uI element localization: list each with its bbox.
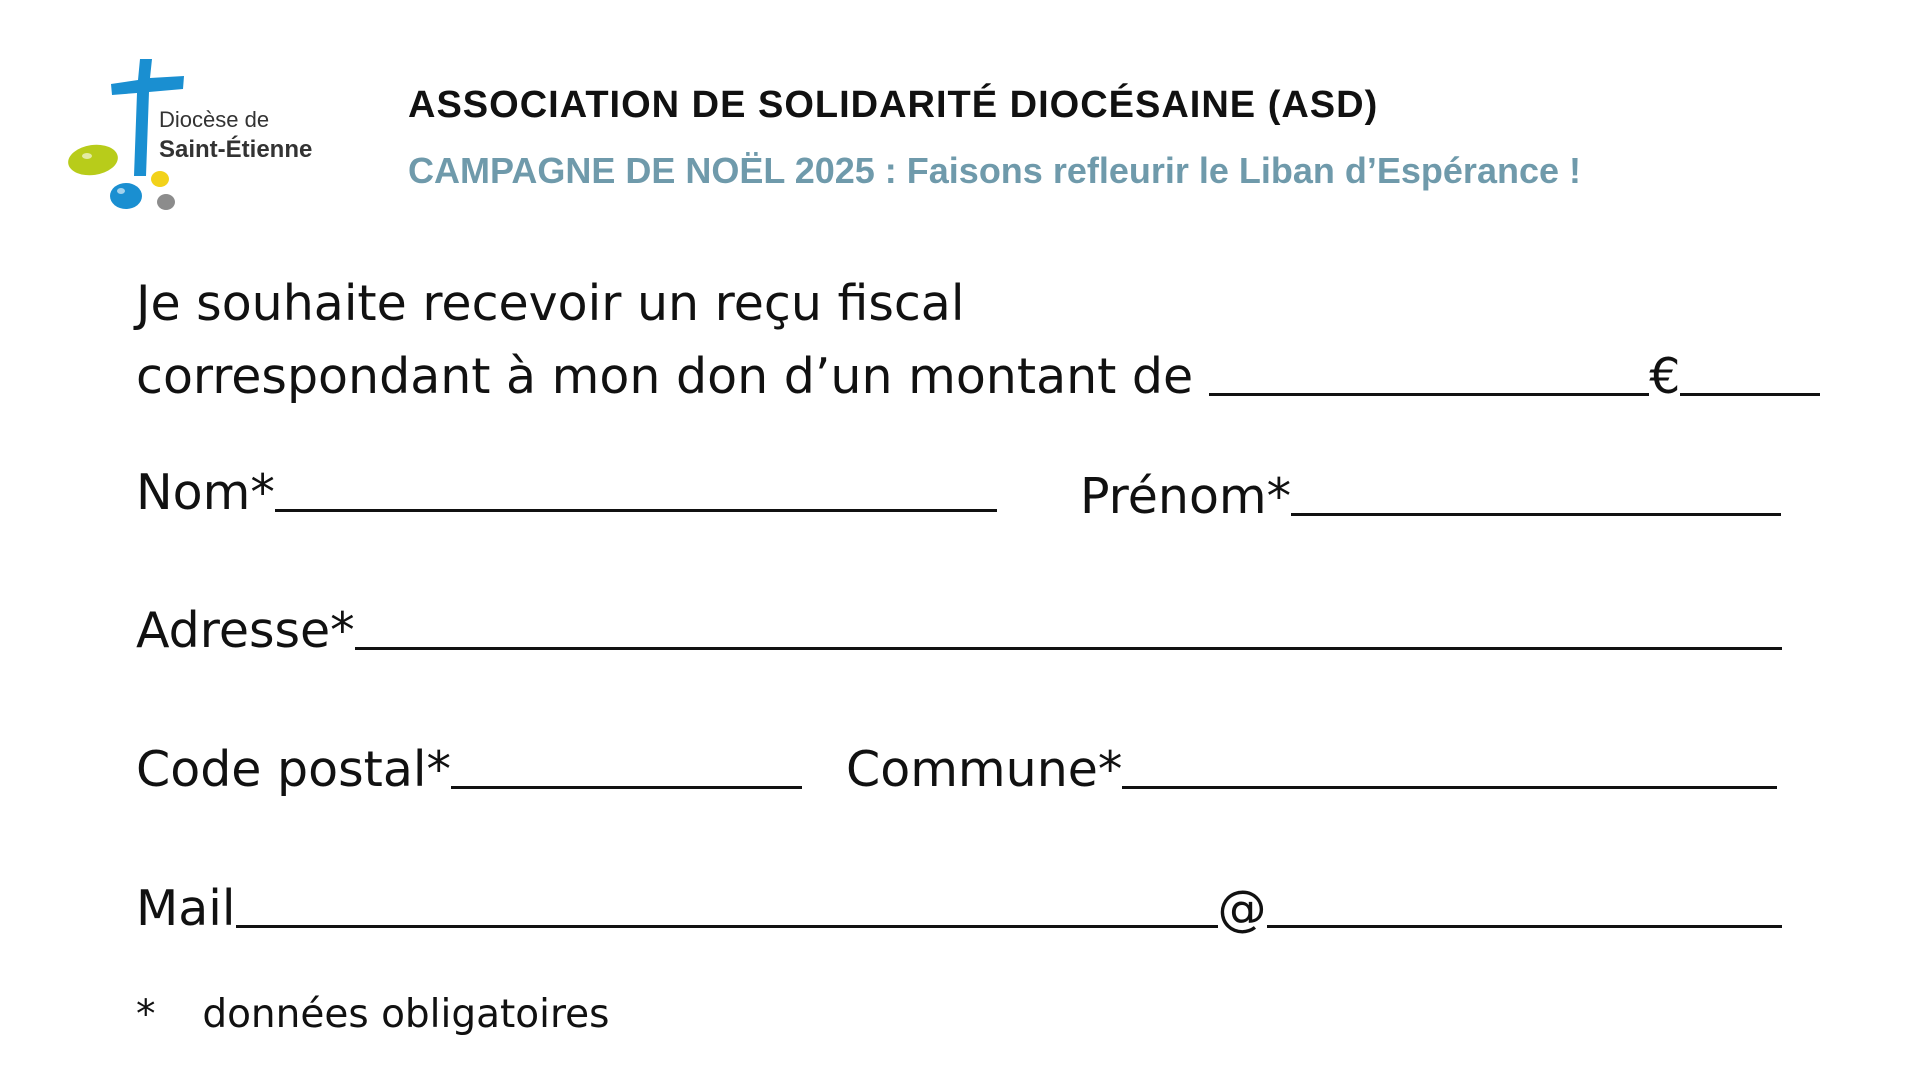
prenom-field[interactable] bbox=[1291, 513, 1781, 516]
at-sign: @ bbox=[1217, 880, 1267, 937]
currency-symbol: € bbox=[1649, 348, 1681, 405]
mail-domain-field[interactable] bbox=[1267, 925, 1782, 928]
nom-row bbox=[136, 464, 997, 521]
adresse-row bbox=[136, 602, 1782, 659]
prenom-label: Prénom* bbox=[1080, 468, 1292, 525]
nom-field[interactable] bbox=[275, 509, 997, 512]
intro-text-1: Je souhaite recevoir un reçu fiscal bbox=[136, 275, 965, 332]
amount-field[interactable] bbox=[1209, 393, 1649, 396]
mail-row bbox=[136, 880, 1782, 937]
logo-text-line1: Diocèse de bbox=[159, 107, 270, 132]
amount-row bbox=[136, 348, 1820, 405]
commune-label: Commune* bbox=[846, 741, 1123, 798]
mail-user-field[interactable] bbox=[236, 925, 1218, 928]
code-postal-row bbox=[136, 741, 802, 798]
logo-text-line2: Saint-Étienne bbox=[159, 136, 313, 163]
adresse-field[interactable] bbox=[355, 647, 1782, 650]
intro-line-1 bbox=[136, 275, 964, 332]
association-title: ASSOCIATION DE SOLIDARITÉ DIOCÉSAINE (ASD) bbox=[408, 84, 1379, 126]
footnote-star: * bbox=[136, 992, 156, 1037]
nom-label: Nom* bbox=[136, 464, 275, 521]
campaign-subtitle: CAMPAGNE DE NOËL 2025 : Faisons refleurir le Liban d’Espérance ! bbox=[408, 150, 1581, 191]
code-postal-label: Code postal* bbox=[136, 741, 451, 798]
commune-field[interactable] bbox=[1122, 786, 1777, 789]
mail-label: Mail bbox=[136, 880, 236, 937]
commune-row bbox=[846, 741, 1777, 798]
required-footnote bbox=[136, 992, 610, 1037]
amount-label: correspondant à mon don d’un montant de bbox=[136, 348, 1194, 405]
prenom-row bbox=[1080, 468, 1781, 525]
code-postal-field[interactable] bbox=[451, 786, 802, 789]
diocese-logo bbox=[66, 56, 326, 216]
footnote-text: données obligatoires bbox=[202, 992, 610, 1037]
amount-cents-field[interactable] bbox=[1680, 393, 1820, 396]
adresse-label: Adresse* bbox=[136, 602, 355, 659]
